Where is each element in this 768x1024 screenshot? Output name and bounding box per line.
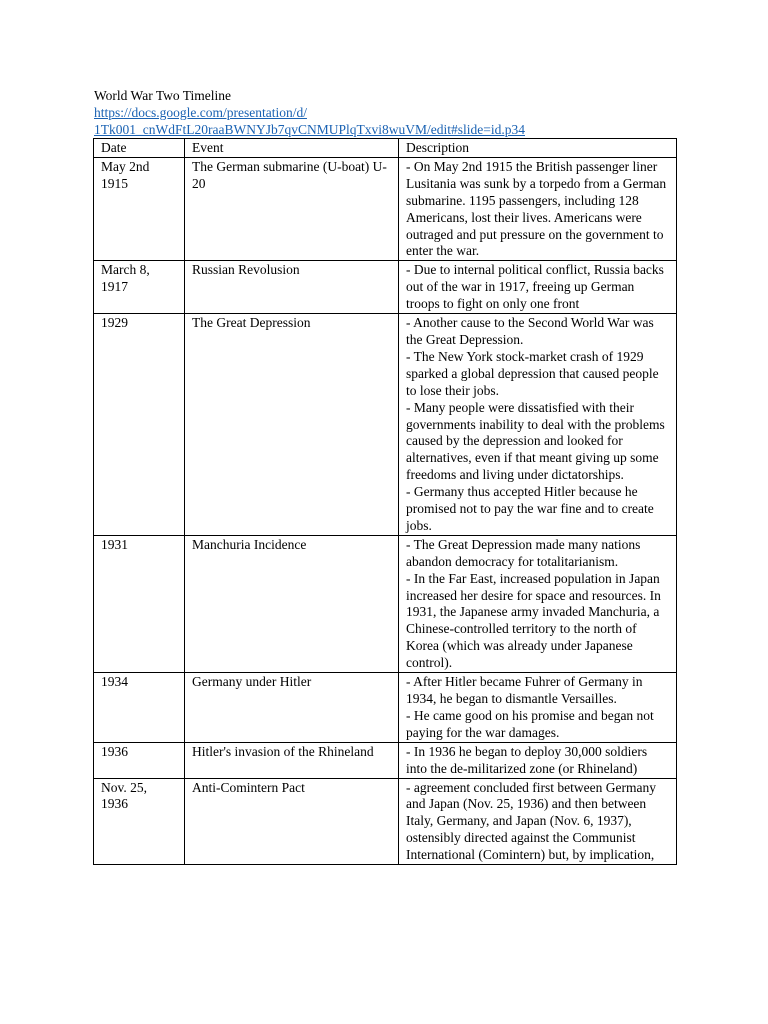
description-line: - The New York stock-market crash of 1929 sparked a global depression that caused people to lose their jobs. [406,348,659,398]
link-line-2[interactable]: 1Tk001_cnWdFtL20raaBWNYJb7qvCNMUPlqTxvi8wuVM/edit#slide=id.p34 [94,122,525,137]
cell-description [399,535,677,672]
description-line: - Due to internal political conflict, Russia backs out of the war in 1917, freeing up German troops to fight on only one front [406,262,664,312]
description-line: - In 1936 he began to deploy 30,000 soldiers into the de-militarized zone (or Rhineland) [406,743,648,776]
header-event: Event [185,139,399,158]
table-row [94,261,677,314]
cell-description [399,778,677,864]
table-row [94,535,677,672]
description-line: - Germany thus accepted Hitler because he promised not to pay the war fine and to create jobs. [406,484,654,533]
header-date: Date [94,139,185,158]
cell-event: Hitler's invasion of the Rhineland [185,742,399,778]
cell-date: 1936 [94,742,185,778]
link-line-1[interactable]: https://docs.google.com/presentation/d/ [94,105,307,120]
cell-event: The German submarine (U-boat) U-20 [185,157,399,260]
cell-event: Manchuria Incidence [185,535,399,672]
description-line: - agreement concluded first between Germany and Japan (Nov. 25, 1936) and then between Italy, Germany, and Japan (Nov. 6, 1937), ostensibly directed against the Communist International (Comintern) but, by implication, [406,779,657,863]
description-line: - Many people were dissatisfied with their governments inability to deal with the problems caused by the depression and looked for alternatives, even if that meant giving up some freedoms and living under dictatorships. [406,399,665,483]
cell-date: March 8, 1917 [94,261,185,314]
cell-description [399,742,677,778]
header-description: Description [399,139,677,158]
description-line: - He came good on his promise and began not paying for the war damages. [406,707,654,740]
cell-description [399,157,677,260]
description-wrap [406,780,669,864]
document-title: World War Two Timeline [94,88,232,103]
table-row [94,673,677,743]
cell-event: The Great Depression [185,314,399,536]
table-row [94,157,677,260]
presentation-link[interactable] [94,104,694,138]
cell-event: Russian Revolusion [185,261,399,314]
table-row [94,314,677,536]
cell-date: Nov. 25, 1936 [94,778,185,864]
cell-date: 1929 [94,314,185,536]
table-row [94,742,677,778]
description-line: - Another cause to the Second World War was the Great Depression. [406,315,654,347]
cell-date: May 2nd 1915 [94,157,185,260]
table-row [94,778,677,864]
description-line: - In the Far East, increased population in Japan increased her desire for space and resources. In 1931, the Japanese army invaded Manchuria, a Chinese-controlled territory to the north of Korea (which was already under Japanese control). [406,570,661,671]
description-line: - The Great Depression made many nations abandon democracy for totalitarianism. [406,536,641,569]
cell-date: 1931 [94,535,185,672]
cell-description [399,673,677,743]
timeline-table [93,138,677,865]
cell-date: 1934 [94,673,185,743]
cell-description [399,314,677,536]
cell-description [399,261,677,314]
cell-event: Germany under Hitler [185,673,399,743]
table-header-row [94,139,677,158]
description-line: - After Hitler became Fuhrer of Germany in 1934, he began to dismantle Versailles. [406,674,643,706]
cell-event: Anti-Comintern Pact [185,778,399,864]
description-line: - On May 2nd 1915 the British passenger liner Lusitania was sunk by a torpedo from a German submarine. 1195 passengers, including 128 Americans, lost their lives. Americans were outraged and put pressure on the government to enter the war. [406,158,667,259]
